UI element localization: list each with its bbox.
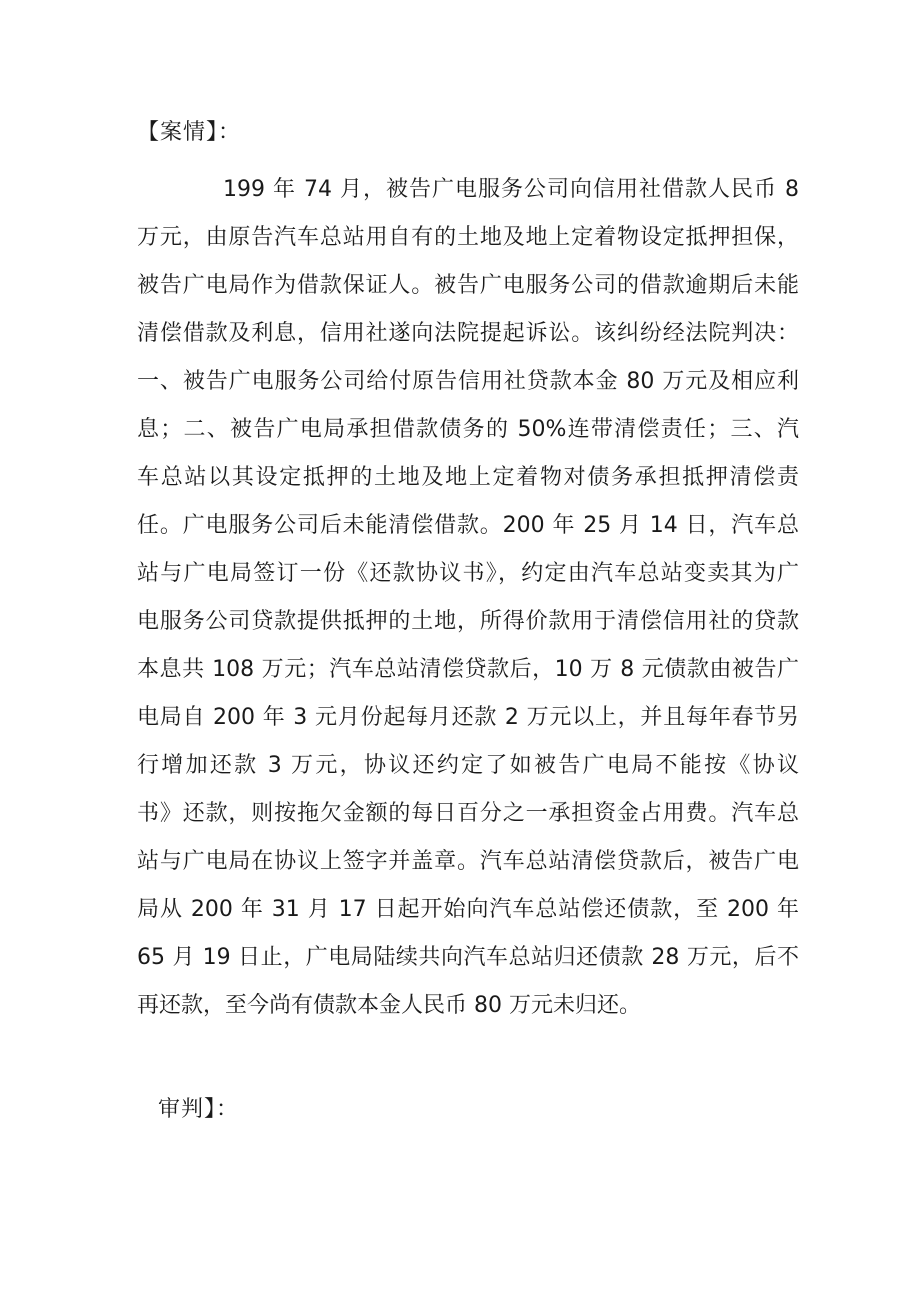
paragraph-line: 万元，由原告汽车总站用自有的土地及地上定着物设定抵押担保， <box>137 225 799 250</box>
paragraph-line: 站与广电局在协议上签字并盖章。汽车总站清偿贷款后，被告广电 <box>137 849 799 874</box>
paragraph-line: 局从 200 年 31 月 17 日起开始向汽车总站偿还债款，至 200 年 <box>137 897 799 922</box>
case-heading: 【案情】： <box>137 120 242 145</box>
paragraph-line: 电服务公司贷款提供抵押的土地，所得价款用于清偿信用社的贷款 <box>137 609 799 634</box>
paragraph-line: 书》还款，则按拖欠金额的每日百分之一承担资金占用费。汽车总 <box>137 801 799 826</box>
paragraph-line: 被告广电局作为借款保证人。被告广电服务公司的借款逾期后未能 <box>137 273 799 298</box>
paragraph-line: 65 月 19 日止，广电局陆续共向汽车总站归还债款 28 万元，后不 <box>137 945 799 970</box>
paragraph-line: 本息共 108 万元；汽车总站清偿贷款后，10 万 8 元债款由被告广 <box>137 657 799 682</box>
paragraph-line: 电局自 200 年 3 元月份起每月还款 2 万元以上，并且每年春节另 <box>137 705 799 730</box>
paragraph-line: 车总站以其设定抵押的土地及地上定着物对债务承担抵押清偿责 <box>137 465 799 490</box>
paragraph-line: 清偿借款及利息，信用社遂向法院提起诉讼。该纠纷经法院判决： <box>137 321 799 346</box>
paragraph-line: 一、被告广电服务公司给付原告信用社贷款本金 80 万元及相应利 <box>137 369 799 394</box>
paragraph-line: 站与广电局签订一份《还款协议书》，约定由汽车总站变卖其为广 <box>137 561 799 586</box>
paragraph-line: 再还款，至今尚有债款本金人民币 80 万元未归还。 <box>137 993 641 1018</box>
case-paragraph <box>137 166 799 1030</box>
paragraph-line: 199 年 74 月，被告广电服务公司向信用社借款人民币 8 <box>223 177 799 202</box>
paragraph-line: 任。广电服务公司后未能清偿借款。200 年 25 月 14 日，汽车总 <box>137 513 799 538</box>
judgment-heading: 审判】： <box>158 1097 240 1122</box>
paragraph-line: 息；二、被告广电局承担借款债务的 50%连带清偿责任；三、汽 <box>137 417 799 442</box>
paragraph-line: 行增加还款 3 万元，协议还约定了如被告广电局不能按《协议 <box>137 753 799 778</box>
